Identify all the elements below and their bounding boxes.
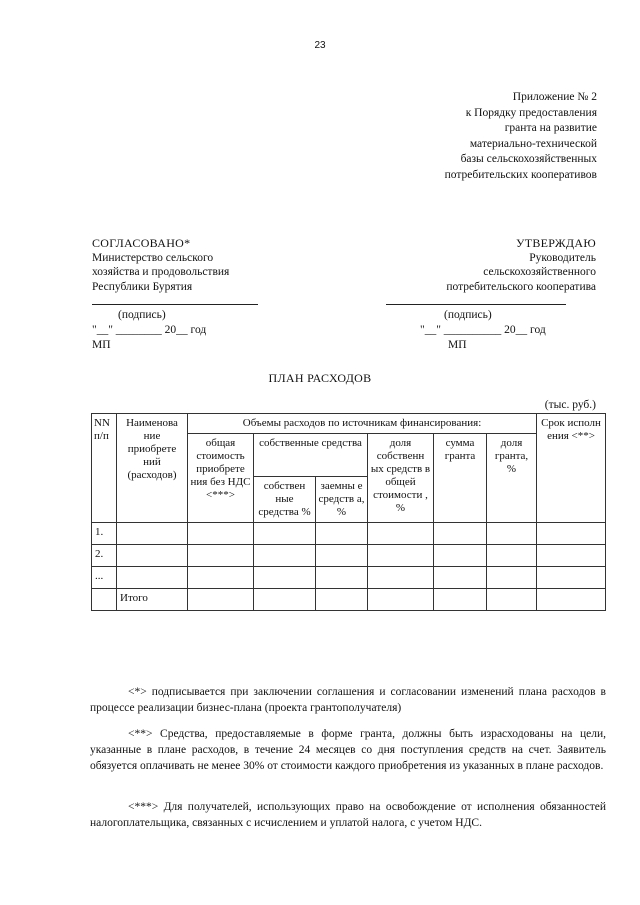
approved-org-line: сельскохозяйственного [483,266,596,278]
table-row [92,523,606,545]
plan-title: ПЛАН РАСХОДОВ [268,371,372,385]
header-total-cost: общая стоимость приобрете ния без НДС <***> [188,434,254,523]
cell [434,567,487,589]
header-borrowed: заемны е средств а, % [316,477,368,523]
appendix-header [445,90,597,183]
approved-date: "__" __________ 20__ год [420,324,546,336]
header-grant-share: доля гранта, % [487,434,537,523]
units-label: (тыс. руб.) [544,399,596,411]
cell [487,567,537,589]
agreed-org-line: Министерство сельского [92,251,214,264]
agreed-org-line: Республики Бурятия [92,280,193,293]
header-name: Наименова ние приобрете ний (расходов) [117,414,188,523]
cell [368,589,434,611]
agreed-signature-caption: (подпись) [118,309,166,321]
appendix-line: гранта на развитие [504,122,597,134]
agreed-title: СОГЛАСОВАНО* [92,236,191,250]
cell [537,545,606,567]
approved-signature-line [386,304,566,305]
cell [254,523,316,545]
agreed-org-line: хозяйства и продовольствия [92,266,230,278]
cell [254,589,316,611]
header-own-sub: собствен ные средства % [254,477,316,523]
footnote-2 [90,726,606,774]
cell [188,589,254,611]
cell-nn [92,589,117,611]
cell-nn: ... [92,567,117,589]
table-header-row [92,414,606,434]
table-total-row [92,589,606,611]
agreed-signature-line [92,304,258,305]
appendix-line: Приложение № 2 [512,91,597,103]
appendix-line: потребительских кооперативов [444,168,597,181]
appendix-line: к Порядку предоставления [465,106,597,119]
cell [316,523,368,545]
cell-nn: 1. [92,523,117,545]
footnote-1 [90,684,606,716]
cell [368,567,434,589]
cell [487,523,537,545]
cell [368,523,434,545]
cell [487,589,537,611]
cell [188,523,254,545]
cell-nn: 2. [92,545,117,567]
cell [188,545,254,567]
cell [434,523,487,545]
cell [254,545,316,567]
agreed-stamp: МП [92,339,111,351]
cell [316,589,368,611]
approved-title: УТВЕРЖДАЮ [515,236,596,250]
cell [368,545,434,567]
approved-org-line: Руководитель [529,251,596,264]
appendix-line: базы сельскохозяйственных [460,153,597,165]
table-row [92,567,606,589]
agreed-block [92,236,229,294]
header-own-funds: собственные средства [254,434,368,477]
cell [487,545,537,567]
cell-name [117,523,188,545]
agreed-date: "__" ________ 20__ год [92,324,207,336]
appendix-line: материально-технической [469,137,597,150]
table-row [92,545,606,567]
cell-name [117,545,188,567]
cell [537,567,606,589]
cell [316,545,368,567]
cell-name [117,567,188,589]
expense-plan-table [91,413,606,611]
footnote-3 [90,799,606,831]
approved-stamp: МП [448,339,467,351]
cell [316,567,368,589]
footnote-text: <**> Средства, предоставляемые в форме гранта, должны быть израсходованы на цели, указанные в плане расходов, в течение 24 месяцев со дня поступления средств на счет. Заявитель обязуется оплачивать не менее 30% от стоимости каждого приобретения из указанных в плане расходов. [90,728,606,772]
cell [254,567,316,589]
approved-org-line: потребительского кооператива [446,280,596,293]
approved-block [446,236,596,294]
approved-signature-caption: (подпись) [444,309,492,321]
cell [434,589,487,611]
cell [537,523,606,545]
header-own-share: доля собственн ых средств в общей стоимости , % [368,434,434,523]
cell [434,545,487,567]
footnote-text: <***> Для получателей, использующих право на освобождение от исполнения обязанностей налогоплательщика, связанных с исчислением и уплатой налога, с учетом НДС. [90,801,606,829]
page-number: 23 [314,40,326,51]
header-nn: NN п/п [92,414,117,523]
header-sources: Объемы расходов по источникам финансирования: [188,414,537,434]
footnote-text: <*> подписывается при заключении соглашения и согласовании изменений плана расходов в процессе реализации бизнес-плана (проекта грантополучателя) [90,686,606,714]
header-term: Срок исполн ения <**> [537,414,606,523]
cell [537,589,606,611]
cell [188,567,254,589]
cell-total-label: Итого [117,589,188,611]
header-grant-sum: сумма гранта [434,434,487,523]
